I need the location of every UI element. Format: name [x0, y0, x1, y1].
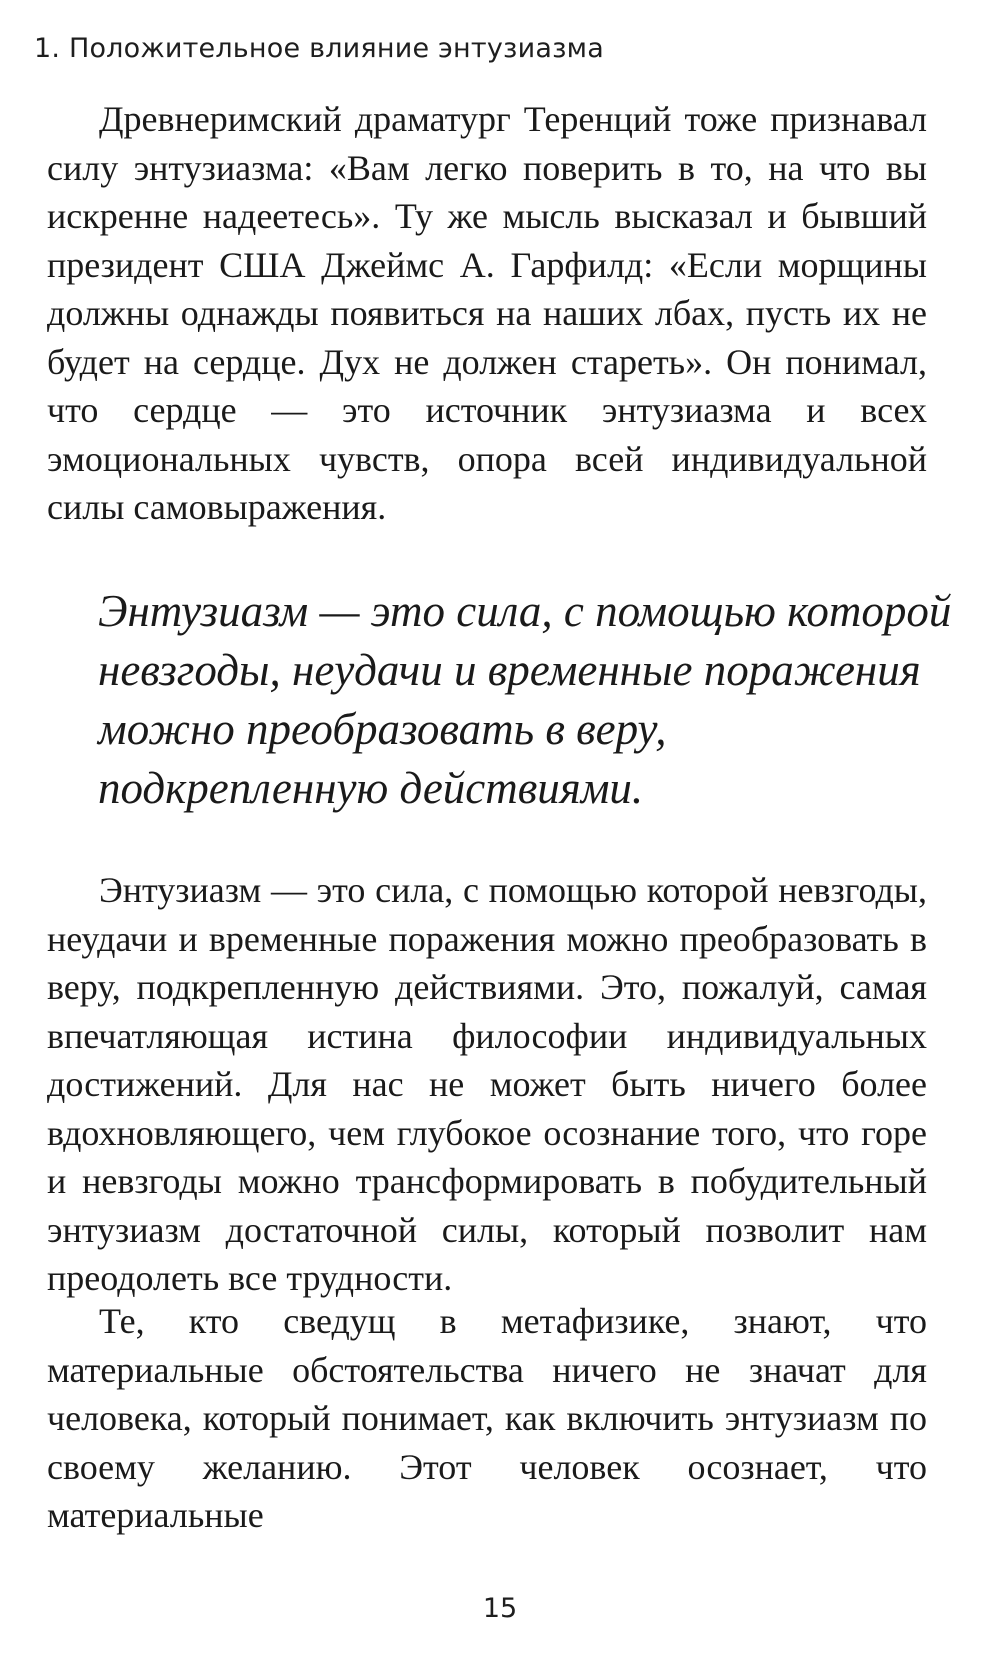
running-head: 1. Положительное влияние энтузиазма — [34, 33, 604, 64]
pull-quote — [98, 582, 958, 818]
paragraph-3-block — [47, 1297, 927, 1540]
page-number: 15 — [482, 1593, 518, 1624]
pull-quote-text: Энтузиазм — это сила, с помощью которой невзгоды, неудачи и временные поражения можно преобразовать в веру, подкрепленную действиями. — [98, 586, 952, 813]
paragraph-2-block — [47, 866, 927, 1303]
paragraph: Древнеримский драматург Теренций тоже признавал силу энтузиазма: «Вам легко поверить в то, на что вы искренне надеетесь». Ту же мысль высказал и бывший президент США Джеймс А. Гарфилд: «Если морщины должны однажды появиться на наших лбах, пусть их не будет на сердце. Дух не должен стареть». Он понимал, что сердце — это источник энтузиазма и всех эмоциональных чувств, опора всей индивидуальной силы самовыражения. — [47, 99, 927, 527]
paragraph: Те, кто сведущ в метафизике, знают, что материальные обстоятельства ничего не значат для человека, который понимает, как включить энтузиазм по своему желанию. Этот человек осознает, что материальные — [47, 1301, 927, 1535]
paragraph: Энтузиазм — это сила, с помощью которой невзгоды, неудачи и временные поражения можно преобразовать в веру, подкрепленную действиями. Это, пожалуй, самая впечатляющая истина философии индивидуальных достижений. Для нас не может быть ничего более вдохновляющего, чем глубокое осознание того, что горе и невзгоды можно трансформировать в побудительный энтузиазм достаточной силы, который позволит нам преодолеть все трудности. — [47, 870, 927, 1298]
paragraph-1-block — [47, 95, 927, 532]
